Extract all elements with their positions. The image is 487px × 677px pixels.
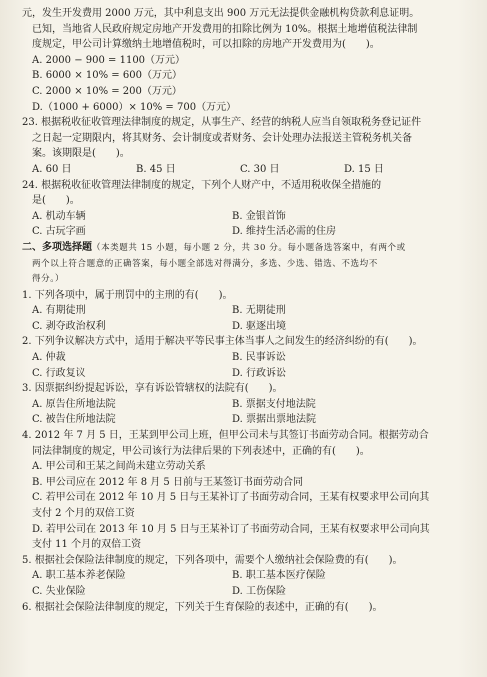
m4-option-d-cont: 支付 11 个月的双倍工资: [32, 539, 142, 551]
q22-option-d: D.（1000 + 6000）× 10% = 700（万元）: [32, 101, 237, 113]
q23-option-b: B. 45 日: [136, 163, 176, 175]
m3-stem: 3. 因票据纠纷提起诉讼，享有诉讼管辖权的法院有( )。: [22, 383, 283, 395]
section-note-3: 得分。）: [32, 274, 65, 285]
m1-option-d: D. 驱逐出境: [232, 320, 287, 332]
q22-stem-line-3: 度规定，甲公司计算缴纳土地增值税时，可以扣除的房地产开发费用为( )。: [32, 39, 380, 51]
m5-option-b: B. 职工基本医疗保险: [232, 570, 326, 582]
q24-option-b: B. 金银首饰: [232, 210, 286, 222]
m5-options-row-1: [22, 568, 475, 584]
q23-stem-line-2: 之日起一定期限内，将其财务、会计制度或者财务、会计处理办法报送主管税务机关备: [32, 132, 412, 144]
m6-stem: 6. 根据社会保险法律制度的规定，下列关于生育保险的表述中，正确的有( )。: [22, 601, 383, 613]
section-note-1: （本类题共 15 小题，每小题 2 分，共 30 分。每小题备选答案中，有两个或: [92, 242, 406, 253]
m5-option-c: C. 失业保险: [32, 585, 86, 597]
m5-option-a: A. 职工基本养老保险: [32, 570, 126, 582]
m1-stem: 1. 下列各项中，属于刑罚中的主刑的有( )。: [22, 289, 233, 301]
m2-options-row-2: [22, 366, 475, 382]
m2-stem: 2. 下列争议解决方式中，适用于解决平等民事主体当事人之间发生的经济纠纷的有( )。: [22, 336, 423, 348]
q22-option-b: B. 6000 × 10% = 600（万元）: [32, 70, 182, 82]
m2-option-d: D. 行政诉讼: [232, 367, 287, 379]
m3-option-d: D. 票据出票地法院: [232, 414, 317, 426]
m2-options-row-1: [22, 350, 475, 366]
q22-option-a: A. 2000 − 900 = 1100（万元）: [32, 54, 186, 66]
m1-option-a: A. 有期徒刑: [32, 305, 86, 317]
m4-stem-line-1: 4. 2012 年 7 月 5 日，王某到甲公司上班，但甲公司未与其签订书面劳动合同。根据劳动合: [22, 430, 429, 442]
m1-option-b: B. 无期徒刑: [232, 305, 286, 317]
m1-options-row-1: [22, 303, 475, 319]
m2-option-b: B. 民事诉讼: [232, 352, 286, 364]
m5-options-row-2: [22, 584, 475, 600]
m4-option-b: B. 甲公司应在 2012 年 8 月 5 日前与王某签订书面劳动合同: [32, 476, 303, 488]
m3-option-a: A. 原告住所地法院: [32, 398, 116, 410]
q24-option-a: A. 机动车辆: [32, 210, 86, 222]
q24-stem-line-2: 是( )。: [32, 195, 80, 207]
m5-stem: 5. 根据社会保险法律制度的规定，下列各项中，需要个人缴纳社会保险费的有( )。: [22, 554, 403, 566]
m4-option-a: A. 甲公司和王某之间尚未建立劳动关系: [32, 461, 206, 473]
q23-options: [22, 162, 475, 178]
q22-stem-line-1: 元，发生开发费用 2000 万元，其中利息支出 900 万元无法提供金融机构贷款利息证明。: [22, 8, 420, 19]
m3-options-row-2: [22, 412, 475, 428]
m1-option-c: C. 剥夺政治权利: [32, 320, 106, 332]
m3-options-row-1: [22, 397, 475, 413]
m4-option-c-cont: 支付 2 个月的双倍工资: [32, 508, 135, 519]
m5-option-d: D. 工伤保险: [232, 585, 287, 597]
q23-option-d: D. 15 日: [344, 163, 384, 175]
q23-stem-line-3: 案。该期限是( )。: [32, 148, 130, 160]
m4-option-c: C. 若甲公司在 2012 年 10 月 5 日与王某补订了书面劳动合同，王某有权要求甲公司向其: [32, 492, 430, 504]
q24-options-row-2: [22, 224, 475, 240]
m4-option-d: D. 若甲公司在 2013 年 10 月 5 日与王某补订了书面劳动合同，王某有权要求甲公司向其: [32, 523, 430, 535]
m1-options-row-2: [22, 319, 475, 335]
q23-option-c: C. 30 日: [240, 163, 280, 175]
section-note-2: 两个以上符合题意的正确答案，每小题全部选对得满分，多选、少选、错选、不选均不: [32, 258, 378, 269]
q24-option-d: D. 维持生活必需的住房: [232, 226, 337, 238]
m3-option-c: C. 被告住所地法院: [32, 414, 116, 426]
q24-option-c: C. 古玩字画: [32, 226, 86, 238]
section-heading: [22, 240, 475, 257]
q24-options-row-1: [22, 209, 475, 225]
m2-option-c: C. 行政复议: [32, 367, 86, 379]
q23-stem-line-1: 23. 根据税收征收管理法律制度的规定，从事生产、经营的纳税人应当自领取税务登记证件: [22, 117, 422, 129]
m2-option-a: A. 仲裁: [32, 352, 66, 364]
m4-stem-line-2: 同法律制度的规定，甲公司该行为法律后果的下列表述中，正确的有( )。: [32, 445, 370, 457]
q23-option-a: A. 60 日: [32, 163, 72, 175]
m3-option-b: B. 票据支付地法院: [232, 398, 316, 410]
q22-stem-line-2: 已知，当地省人民政府规定房地产开发费用的扣除比例为 10%。根据土地增值税法律制: [32, 23, 418, 35]
q24-stem-line-1: 24. 根据税收征收管理法律制度的规定，下列个人财产中，不适用税收保全措施的: [22, 179, 382, 191]
section-title: 二、多项选择题: [22, 241, 92, 253]
q22-option-c: C. 2000 × 10% = 200（万元）: [32, 85, 182, 97]
